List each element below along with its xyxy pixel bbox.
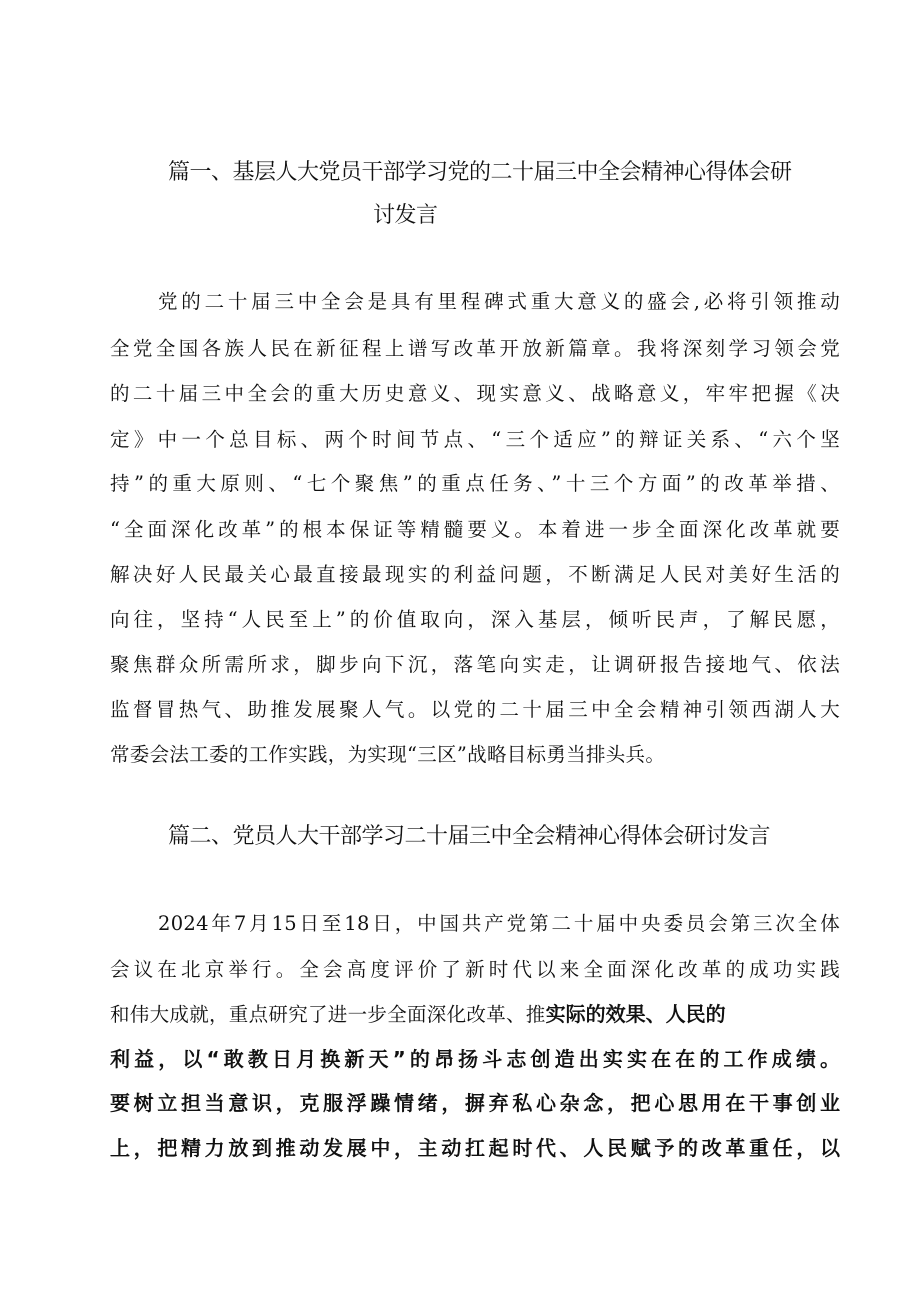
paragraph-line: 定》中一个总目标、两个时间节点、“三个适应”的辩证关系、“六个坚: [110, 428, 840, 451]
bold-text-segment: 实际的效果、人民的: [545, 1002, 726, 1026]
paragraph-line: 全党全国各族人民在新征程上谱写改革开放新篇章。我将深刻学习领会党: [110, 337, 840, 360]
paragraph-line: 的二十届三中全会的重大历史意义、现实意义、战略意义，牢牢把握《决: [110, 382, 840, 405]
paragraph-line: 监督冒热气、助推发展聚人气。以党的二十届三中全会精神引领西湖人大: [110, 698, 840, 721]
paragraph-line: 会议在北京举行。全会高度评价了新时代以来全面深化改革的成功实践: [110, 958, 840, 981]
section1-title-line1: 篇一、基层人大党员干部学习党的二十届三中全会精神心得体会研: [168, 160, 792, 185]
paragraph-line: 2024年7月15日至18日，中国共产党第二十届中央委员会第三次全体: [158, 912, 840, 935]
bold-paragraph-line: 要树立担当意识，克服浮躁情绪，摒弃私心杂念，把心思用在干事创业: [110, 1091, 840, 1115]
bold-paragraph-line: 上，把精力放到推动发展中，主动扛起时代、人民赋予的改革重任，以: [110, 1136, 840, 1160]
section1-title-line2: 讨发言: [373, 203, 438, 228]
paragraph-line: “全面深化改革”的根本保证等精髓要义。本着进一步全面深化改革就要: [110, 518, 840, 541]
section2-title: 篇二、党员人大干部学习二十届三中全会精神心得体会研讨发言: [168, 824, 771, 849]
paragraph-line: 向往，坚持“人民至上”的价值取向，深入基层，倾听民声，了解民愿，: [110, 608, 840, 631]
paragraph-line: 持”的重大原则、“七个聚焦”的重点任务、”十三个方面”的改革举措、: [110, 472, 840, 495]
paragraph-line: 常委会法工委的工作实践，为实现“三区”战略目标勇当排头兵。: [110, 743, 666, 766]
paragraph-line-mixed: [110, 1004, 726, 1025]
bold-paragraph-line: 利益，以“敢教日月换新天”的昂扬斗志创造出实实在在的工作成绩。: [110, 1047, 840, 1071]
paragraph-line: 聚焦群众所需所求，脚步向下沉，落笔向实走，让调研报告接地气、依法: [110, 653, 840, 676]
paragraph-line: 党的二十届三中全会是具有里程碑式重大意义的盛会,必将引领推动: [158, 290, 840, 313]
normal-text-segment: 和伟大成就，重点研究了进一步全面深化改革、推: [110, 1003, 546, 1026]
paragraph-line: 解决好人民最关心最直接最现实的利益问题，不断满足人民对美好生活的: [110, 563, 840, 586]
